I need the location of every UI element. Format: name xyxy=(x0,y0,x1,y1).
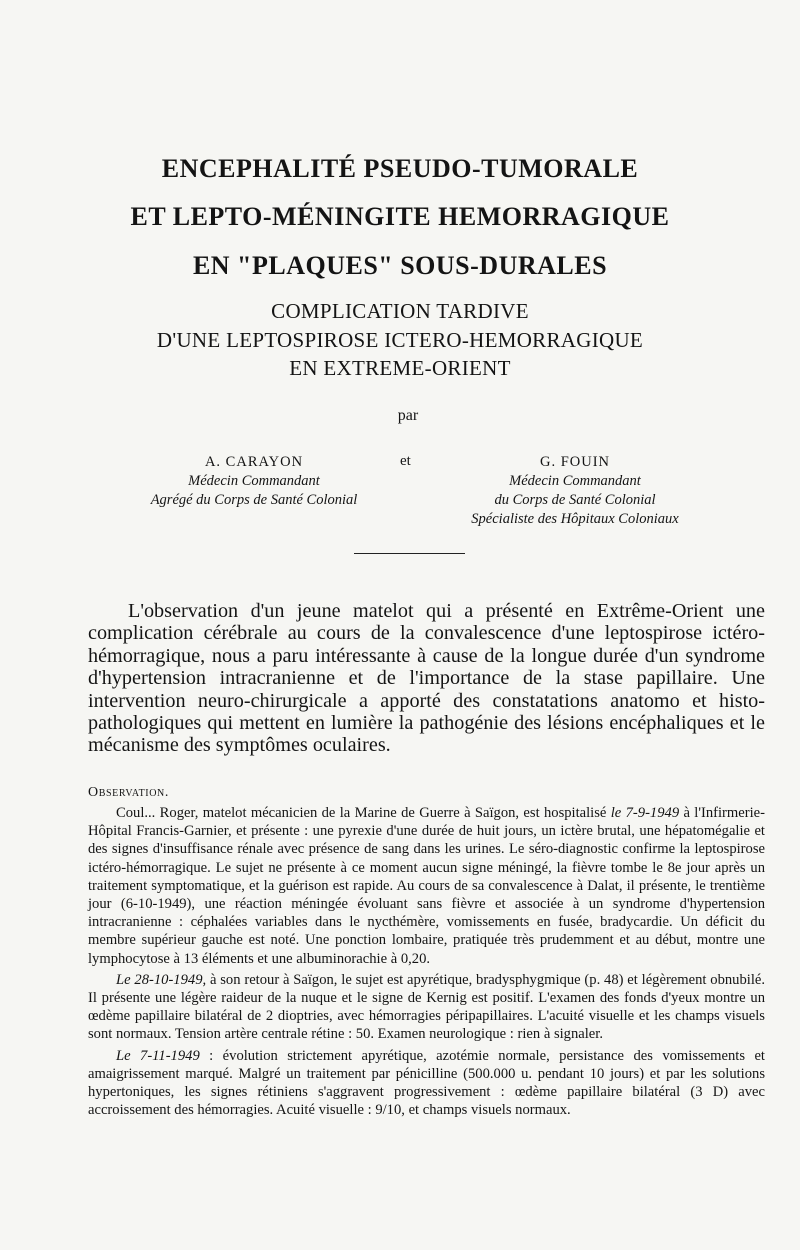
observation-body xyxy=(88,804,765,1122)
title-line-1: ENCEPHALITÉ PSEUDO-TUMORALE xyxy=(161,154,639,183)
subtitle-line-3: EN EXTREME-ORIENT xyxy=(289,356,511,380)
observation-heading: Observation. xyxy=(88,785,169,800)
author-1-role: Médecin Commandant xyxy=(188,473,320,489)
observation-p1-intro: Coul... Roger, matelot mécanicien de la Marine de Guerre à Saïgon, est hospitalisé xyxy=(116,805,607,821)
byline-par: par xyxy=(397,407,419,424)
subtitle-line-2: D'UNE LEPTOSPIROSE ICTERO-HEMORRAGIQUE xyxy=(156,328,644,352)
observation-p3-date: Le 7-11-1949 xyxy=(116,1047,200,1064)
title-line-2: ET LEPTO-MÉNINGITE HEMORRAGIQUE xyxy=(130,202,670,231)
observation-p3-text: : évolution strictement apyrétique, azotémie normale, persistance des vomissements et amaigrissement marqué. Malgré un traitement par pénicilline (500.000 u. pendant 10 jours) et par les solutions hypertoniques, les signes rétiniens s'aggravent progressivement : œdème papillaire bilatéral (3 D) avec accroissement des hémorragies. Acuité visuelle : 9/10, et champs visuels normaux. xyxy=(88,1047,765,1119)
abstract-text: L'observation d'un jeune matelot qui a présenté en Extrême-Orient une complication cérébrale au cours de la convalescence d'une leptospirose ictéro-hémorragique, nous a paru intéressante à cause de la longue durée d'un syndrome d'hypertension intracranienne et de l'importance de la stase papillaire. Une intervention neuro-chirurgicale a apporté des constatations anatomo et histo-pathologiques qui mettent en lumière la pathogénie des lésions encéphaliques et le mécanisme des symptômes oculaires. xyxy=(88,600,765,757)
observation-p1-text: à l'Infirmerie-Hôpital Francis-Garnier, et présente : une pyrexie d'une durée de huit jours, un ictère brutal, une hépatomégalie et des signes d'insuffisance rénale avec présence de sang dans les urines. Le séro-diagnostic confirme la leptospirose ictéro-hémorragique. Le sujet ne présente à ce moment aucun signe méningé, la fièvre tombe le 8e jour après un traitement symptomatique, et la guérison est rapide. Au cours de sa convalescence à Dalat, il présente, le trentième jour (6-10-1949), une réaction méningée évoluant sans fièvre et associée à un syndrome d'hypertension intracranienne : céphalées variables dans le nycthémère, vomissements en fusée, bradycardie. Un déficit du membre supérieur gauche est noté. Une ponction lombaire, pratiquée très prudemment et au début, montre une lymphocytose à 13 éléments et une albuminorachie à 0,20. xyxy=(88,805,765,967)
author-1-affiliation: Agrégé du Corps de Santé Colonial xyxy=(150,492,358,508)
observation-p2-date: Le 28-10-1949, xyxy=(116,971,207,988)
observation-p2-text: à son retour à Saïgon, le sujet est apyrétique, bradysphygmique (p. 48) et légèrement obnubilé. Il présente une légère raideur de la nuque et le signe de Kernig est positif. L'examen des fonds d'yeux montre un œdème papillaire bilatéral de 2 dioptries, avec hémorragies péripapillaires. L'acuité visuelle et les champs visuels sont normaux. Tension artère centrale rétine : 50. Examen neurologique : rien à signaler. xyxy=(88,971,765,1043)
author-2-name: G. FOUIN xyxy=(539,454,611,470)
observation-paragraph-3 xyxy=(88,1047,765,1120)
observation-paragraph-2 xyxy=(88,971,765,1044)
author-2 xyxy=(425,453,725,529)
observation-p1-date: le 7-9-1949 xyxy=(610,805,680,821)
byline-et: et xyxy=(400,453,411,469)
observation-paragraph-1 xyxy=(88,804,765,968)
subtitle-line-1: COMPLICATION TARDIVE xyxy=(271,299,529,323)
author-2-role: Médecin Commandant xyxy=(509,473,641,489)
author-2-affiliation: du Corps de Santé Colonial xyxy=(494,492,656,508)
abstract xyxy=(88,600,765,757)
section-divider xyxy=(354,553,465,554)
author-1-name: A. CARAYON xyxy=(204,454,304,470)
author-1 xyxy=(104,453,404,510)
author-2-affiliation-2: Spécialiste des Hôpitaux Coloniaux xyxy=(471,511,679,527)
title-line-3: EN "PLAQUES" SOUS-DURALES xyxy=(192,251,608,280)
